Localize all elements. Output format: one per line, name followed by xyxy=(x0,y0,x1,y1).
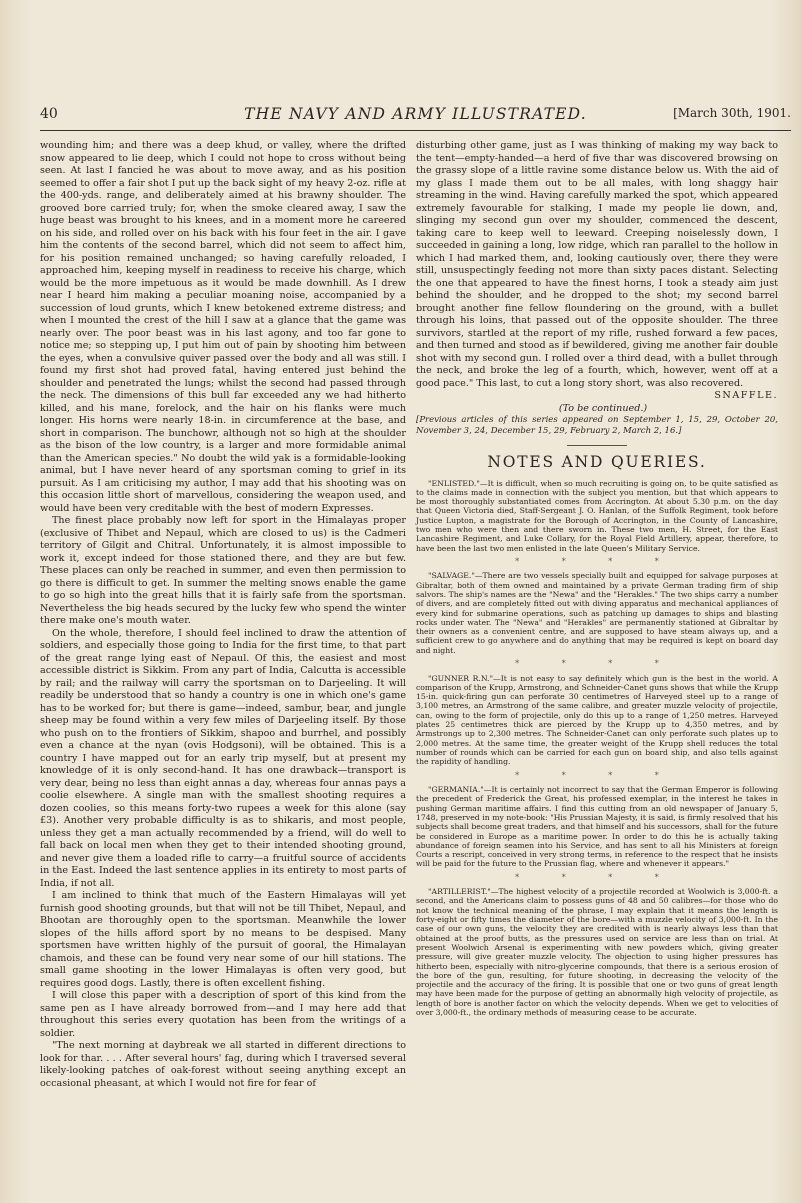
query-answer-artillerist: "ARTILLERIST."—The highest velocity of a projectile recorded at Woolwich is 3,000-ft. a second, and the Americans claim to possess guns of 48 and 50 calibres—for those who do not know the technical meaning of the phrase, I may explain that it means the length is forty-eight or fifty times the diameter of the bore—with a muzzle velocity of 3,000-ft. In the case of our own guns, the velocity they are credited with is nearly always less than that obtained at the proof butts, as the pressures used on service are less than on trial. At present Woolwich Arsenal is experimenting with new powders which, giving greater pressure, will give greater muzzle velocity. The objection to using higher pressures has hitherto been, especially with nitro-glycerine compounds, that there is a serious erosion of the bore of the gun, resulting, for future shooting, in decreasing the velocity of the projectile and the accuracy of the firing. It is possible that one or two guns of great length may have been made for the purpose of getting an abnormally high velocity of projectile, as length of bore is another factor on which the velocity depends. When we get to velocities of over 3,000-ft., the ordinary methods of measuring cease to be accurate. xyxy=(416,887,778,1018)
to-be-continued: (To be continued.) xyxy=(558,402,648,414)
page-header xyxy=(40,104,791,131)
section-heading: NOTES AND QUERIES. xyxy=(487,453,707,471)
issue-date: [March 30th, 1901. xyxy=(673,106,791,120)
right-column xyxy=(416,140,778,1017)
query-answer-enlisted: "ENLISTED."—It is difficult, when so much recruiting is going on, to be quite satisfied as to the claims made in connection with the subject you mention, but that which appears to be most thoroughly substantiated comes from Accrington. At about 5.30 p.m. on the day that Queen Victoria died, Staff-Sergeant J. O. Hanlan, of the Suffolk Regiment, took before Justice Lupton, a magistrate for the Borough of Accrington, in the County of Lancashire, two men who were then and there sworn in. These two men, H. Street, for the East Lancashire Regiment, and Luke Collary, for the Royal Field Artillery, appear, therefore, to have been the last two men enlisted in the late Queen's Military Service. xyxy=(416,478,778,553)
query-answer-germania: "GERMANIA."—It is certainly not incorrect to say that the German Emperor is following the precedent of Frederick the Great, his professed exemplar, in the interest he takes in pushing German maritime affairs. I find this cutting from an old newspaper of January 5, 1748, preserved in my note-book: "His Prussian Majesty, it is said, is firmly resolved that his subjects shall become great traders, and that himself and his successors, shall for the future be considered in Europe as a maritime power. In order to do this he is actually taking abundance of foreign seamen into his Service, and has sent to all his Ministers at foreign Courts a rescript, conceived in very strong terms, in reference to the respect that he insists will be paid for the future to the Prussian flag, where and whenever it appears." xyxy=(416,785,778,869)
page-number: 40 xyxy=(40,106,58,122)
query-answer-gunner: "GUNNER R.N."—It is not easy to say definitely which gun is the best in the world. A comparison of the Krupp, Armstrong, and Schneider-Canet guns shows that while the Krupp 15-in. quick-firing gun can perforate 30 centimetres of Harveyed steel up to a range of 3,100 metres, an Armstrong of the same calibre, and greater muzzle velocity of projectile, can, owing to the form of projectile, only do this up to a range of 1,250 metres. Harveyed plates 25 centimetres thick are pierced by the Krupp up to 4,350 metres, and by Armstrongs up to 2,300 metres. The Schneider-Canet can only perforate such plates up to 2,000 metres. At the same time, the greater weight of the Krupp shell reduces the total number of rounds which can be carried for each gun on board ship, and also tells against the rapidity of handling. xyxy=(416,673,778,767)
query-answer-salvage: "SALVAGE."—There are two vessels specially built and equipped for salvage purposes at Gibraltar, both of them owned and maintained by a private German trading firm of ship salvors. The ship's names are the "Newa" and the "Herakles." The two ships carry a number of divers, and are completely fitted out with diving apparatus and mechanical appliances of every kind for submarine operations, such as patching up damages to ships and blasting rocks under water. The "Newa" and "Herakles" are permanently stationed at Gibraltar by their owners as a convenient centre, and are supposed to have steam always up, and a sufficient crew to go anywhere and do anything that may be required is kept on board day and night. xyxy=(416,571,778,655)
article-paragraph: The finest place probably now left for sport in the Himalayas proper (exclusive of Thibet and Nepaul, which are closed to us) is the Cadmeri territory of Gilgit and Chitral. Unfortunately, it is almost impossible to work it, except indeed for those stationed there, and they are but few. These places can only be reached in summer, and even then permission to go there is difficult to get. In summer the melting snows enable the game to go so high into the great hills that it is fairly safe from the sportsman. Nevertheless the big heads secured by the lucky few who spend the winter there make one's mouth water. xyxy=(40,515,407,626)
left-column xyxy=(40,140,406,1090)
separator-stars: * * * * xyxy=(515,872,679,882)
separator-stars: * * * * xyxy=(515,556,679,566)
section-divider xyxy=(567,445,627,446)
publication-title: THE NAVY AND ARMY ILLUSTRATED. xyxy=(244,105,587,123)
author-signature: SNAFFLE. xyxy=(714,390,778,401)
separator-stars: * * * * xyxy=(515,770,679,780)
article-paragraph: I will close this paper with a description of sport of this kind from the same pen as I have already borrowed from—and I may here add that throughout this series every quotation has been from the writings of a soldier. xyxy=(40,990,406,1039)
article-paragraph: wounding him; and there was a deep khud, or valley, where the drifted snow appeared to lie deep, which I could not hope to cross without being seen. At last I fancied he was about to move away, and as his position seemed to offer a fair shot I put up the back sight of my heavy 2-oz. rifle at the 400-yds. range, and deliberately aimed at his brawny shoulder. The grooved bore carried truly; for, when the smoke cleared away, I saw the huge beast was brought to his knees, and in a moment more he careered on his side, and rolled over on his back with his four feet in the air. I gave him the contents of the second barrel, which did not seem to affect him, for his position remained unchanged; so having carefully reloaded, I approached him, keeping myself in readiness to receive his charge, which would be the more impetuous as it would be made downhill. As I drew near I heard him making a peculiar moaning noise, accompanied by a succession of loud grunts, which I knew betokened extreme distress; and when I mounted the crest of the hill I saw at a glance that the game was nearly over. The poor beast was in his last agony, and too far gone to notice me; so stepping up, I put him out of pain by shooting him between the eyes, when a convulsive quiver passed over the body and all was still. I found my first shot had proved fatal, having entered just behind the shoulder and penetrated the lungs; whilst the second had passed through the neck. The dimensions of this bull far exceeded any we had hitherto killed, and his mane, forelock, and the hair on his flanks were much longer. His horns were nearly 18-in. in circumference at the base, and short in comparison. The bunchowr, although not so high at the shoulder as the bison of the low country, is a larger and more formidable animal than the American species." No doubt the wild yak is a formidable-looking animal, but I have never heard of any sportsman coming to grief in its pursuit. As I am criticising my author, I may add that his shooting was on this occasion little short of marvellous, considering the weapon used, and would have been very creditable with the best of modern Expresses. xyxy=(40,140,406,514)
separator-stars: * * * * xyxy=(515,659,679,669)
article-paragraph: On the whole, therefore, I should feel inclined to draw the attention of soldiers, and especially those going to India for the first time, to that part of the great range lying east of Nepaul. Of this, the easiest and most accessible district is Sikkim. From any part of India, Calcutta is accessible by rail; and the railway will carry the sportsman on to Darjeeling. It will readily be understood that so handy a country is one in which one's game has to be worked for; but there is game—indeed, sambur, bear, and jungle sheep may be found within a very few miles of Darjeeling itself. By those who push on to the frontiers of Sikkim, shapoo and burrhel, and possibly even a chance at the nyan (ovis Hodgsoni), will be obtained. This is a country I have mapped out for an early trip myself, but at present my knowledge of it is only second-hand. It has one drawback—transport is very dear, being no less than eight annas a day, whereas four annas pays a coolie elsewhere. A single man with the smallest shooting requires a dozen coolies, so this means forty-two rupees a week for this alone (say £3). Another very probable difficulty is as to shikaris, and most people, unless they get a man actually recommended by a friend, will do well to fall back on local men when they get to their intended shooting ground, and never give them a loaded rifle to carry—a fruitful source of accidents in the East. Indeed the last sentence applies in its entirety to most parts of India, if not all. xyxy=(40,627,406,889)
article-paragraph: I am inclined to think that much of the Eastern Himalayas will yet furnish good shooting grounds, but that will not be till Thibet, Nepaul, and Bhootan are thoroughly open to the sportsman. Meanwhile the lower slopes of the hills afford sport by no means to be despised. Many sportsmen have written highly of the pursuit of gooral, the Himalayan chamois, and these can be found very near some of our hill stations. The small game shooting in the lower Himalayas is often very good, but requires good dogs. Lastly, there is often excellent fishing. xyxy=(40,890,406,989)
previous-articles-note: [Previous articles of this series appeared on September 1, 15, 29, October 20, November 3, 24, December 15, 29, February 2, March 2, 16.] xyxy=(416,415,778,436)
article-paragraph: "The next morning at daybreak we all started in different directions to look for thar. . . . After several hours' fag, during which I traversed several likely-looking patches of oak-forest without seeing anything except an occasional pheasant, at which I would not fire for fear of xyxy=(40,1040,406,1089)
article-paragraph: disturbing other game, just as I was thinking of making my way back to the tent—empty-handed—a herd of five thar was discovered browsing on the grassy slope of a little ravine some distance below us. With the aid of my glass I made them out to be all males, with long shaggy hair streaming in the wind. Having carefully marked the spot, which appeared extremely favourable for stalking, I made my people lie down, and, slinging my second gun over my shoulder, commenced the descent, taking care to keep well to leeward. Creeping noiselessly down, I succeeded in gaining a long, low ridge, which ran parallel to the hollow in which I had marked them, and, looking cautiously over, there they were still, unsuspectingly feeding not more than sixty paces distant. Selecting the one that appeared to have the finest horns, I took a steady aim just behind the shoulder, and he dropped to the shot; my second barrel brought another fine fellow floundering on the ground, with a bullet through his loins, that passed out of the opposite shoulder. The three survivors, startled at the report of my rifle, rushed forward a few paces, and then turned and stood as if bewildered, giving me another fair double shot with my second gun. I rolled over a third dead, with a bullet through the neck, and broke the leg of a fourth, which, however, went off at a good pace." This last, to cut a long story short, was also recovered. xyxy=(416,140,778,389)
